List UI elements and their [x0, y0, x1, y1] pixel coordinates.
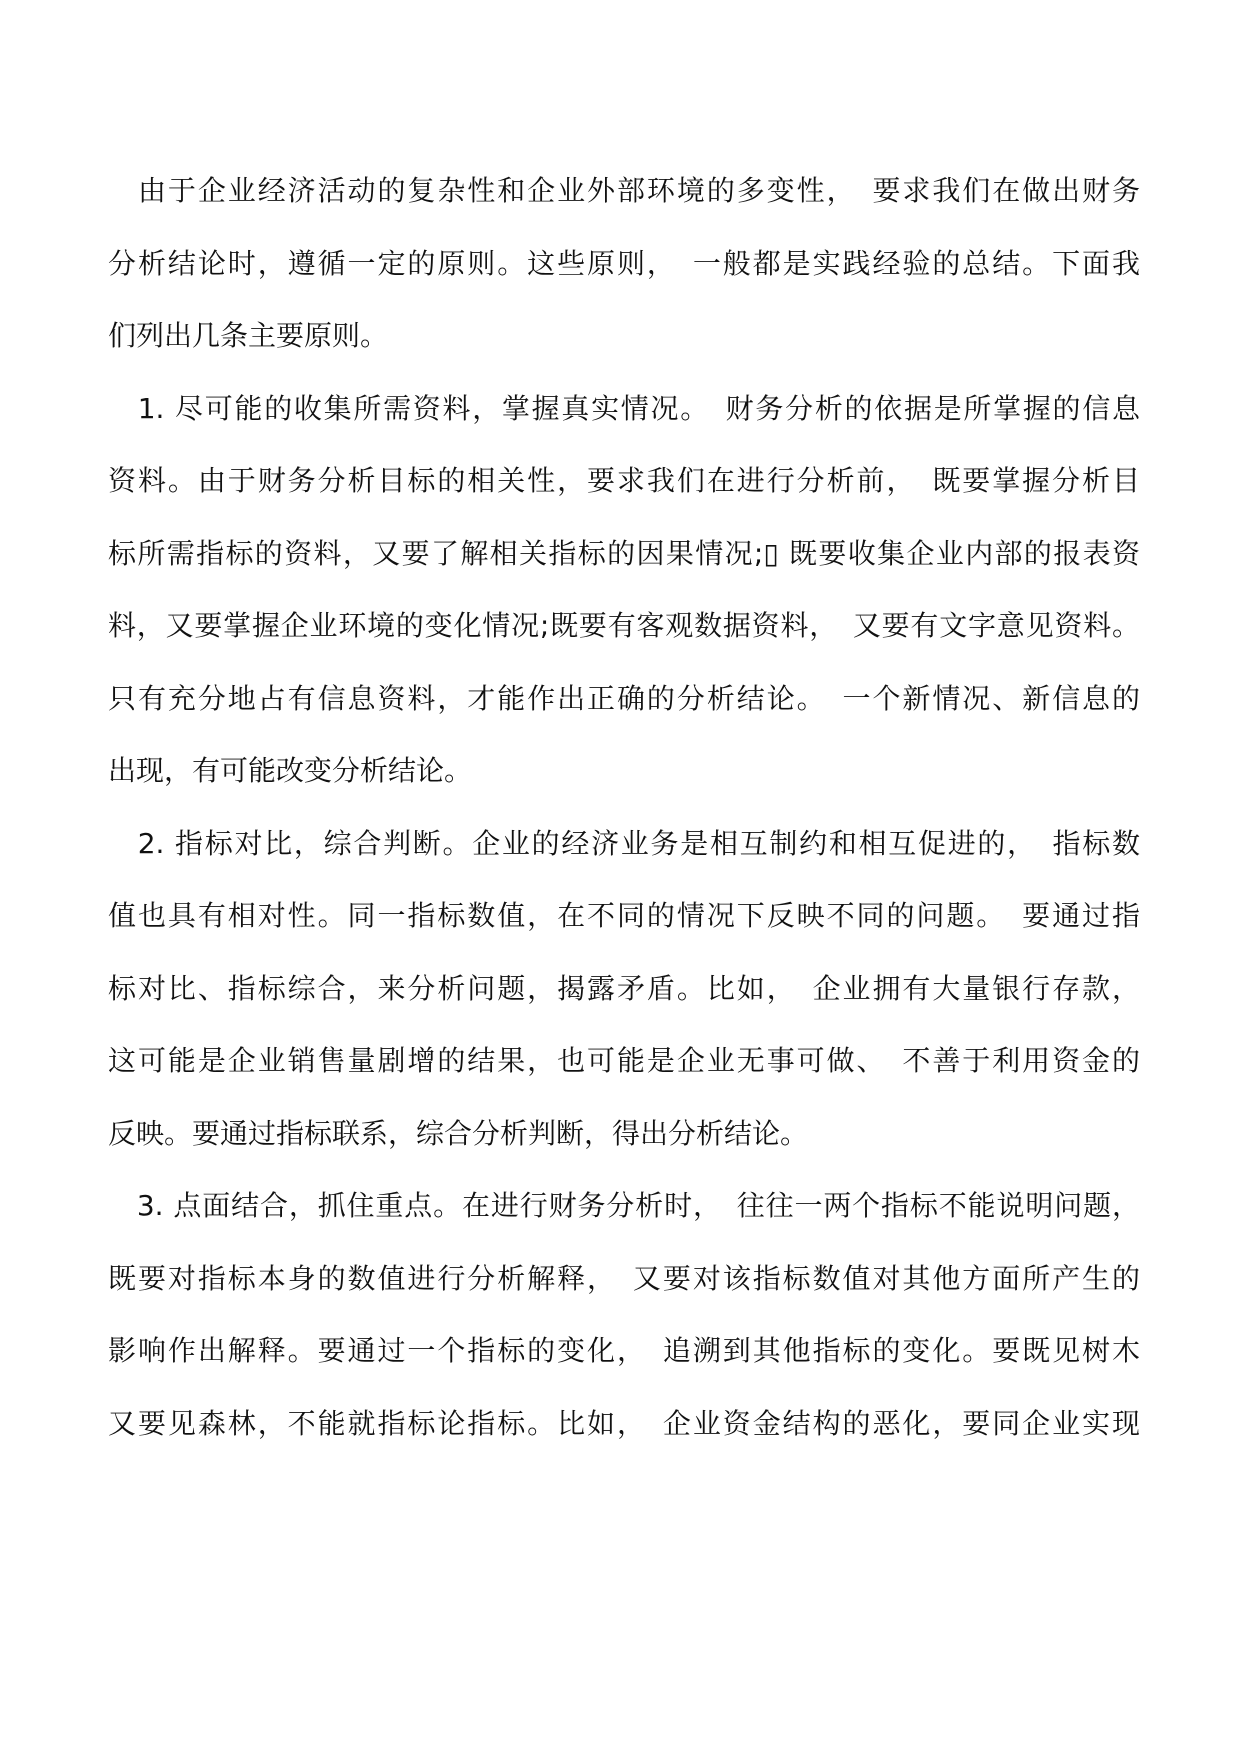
text-line: 标所需指标的资料，又要了解相关指标的因果情况;▯ 既要收集企业内部的报表资	[108, 537, 1140, 570]
text-line: 既要对指标本身的数值进行分析解释， 又要对该指标数值对其他方面所产生的	[108, 1262, 1140, 1295]
text-line: 值也具有相对性。同一指标数值，在不同的情况下反映不同的问题。 要通过指	[108, 899, 1140, 932]
text-line: 1. 尽可能的收集所需资料，掌握真实情况。 财务分析的依据是所掌握的信息	[108, 392, 1140, 425]
text-line: 2. 指标对比，综合判断。企业的经济业务是相互制约和相互促进的， 指标数	[108, 827, 1140, 860]
text-line: 们列出几条主要原则。	[108, 319, 389, 352]
text-line: 出现，有可能改变分析结论。	[108, 754, 473, 787]
text-line: 料，又要掌握企业环境的变化情况;既要有客观数据资料， 又要有文字意见资料。	[108, 609, 1140, 642]
text-line: 又要见森林，不能就指标论指标。比如， 企业资金结构的恶化，要同企业实现	[108, 1407, 1140, 1440]
text-line: 影响作出解释。要通过一个指标的变化， 追溯到其他指标的变化。要既见树木	[108, 1334, 1140, 1367]
text-line: 标对比、指标综合，来分析问题，揭露矛盾。比如， 企业拥有大量银行存款，	[108, 972, 1140, 1005]
text-line: 资料。由于财务分析目标的相关性，要求我们在进行分析前， 既要掌握分析目	[108, 464, 1140, 497]
text-line: 反映。要通过指标联系，综合分析判断，得出分析结论。	[108, 1117, 809, 1150]
text-line: 分析结论时，遵循一定的原则。这些原则， 一般都是实践经验的总结。下面我	[108, 247, 1140, 280]
text-line: 3. 点面结合，抓住重点。在进行财务分析时， 往往一两个指标不能说明问题，	[108, 1189, 1140, 1222]
text-line: 只有充分地占有信息资料，才能作出正确的分析结论。 一个新情况、新信息的	[108, 682, 1140, 715]
text-line: 这可能是企业销售量剧增的结果，也可能是企业无事可做、 不善于利用资金的	[108, 1044, 1140, 1077]
text-line: 由于企业经济活动的复杂性和企业外部环境的多变性， 要求我们在做出财务	[108, 174, 1140, 207]
